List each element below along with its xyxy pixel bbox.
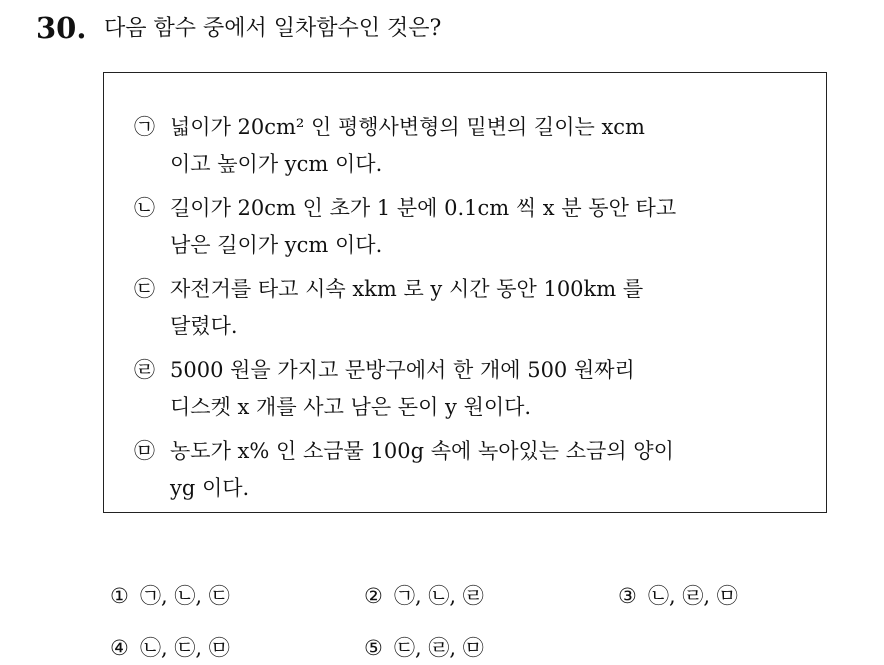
statement-line: 자전거를 타고 시속 xkm 로 y 시간 동안 100km 를 xyxy=(170,277,644,301)
choice-text: ㉠, ㉡, ㉣ xyxy=(394,584,484,608)
statement-item xyxy=(134,190,676,264)
statement-line: 넓이가 20cm² 인 평행사변형의 밑변의 길이는 xcm xyxy=(170,115,645,139)
statement-box xyxy=(103,72,827,513)
statement-line: 농도가 x% 인 소금물 100g 속에 녹아있는 소금의 양이 xyxy=(170,439,674,463)
answer-choice[interactable] xyxy=(364,580,484,612)
statement-line: 달렸다. xyxy=(170,314,238,338)
statement-line: 5000 원을 가지고 문방구에서 한 개에 500 원짜리 xyxy=(170,358,635,382)
statement-line: 남은 길이가 ycm 이다. xyxy=(170,233,383,257)
statement-item xyxy=(134,109,645,183)
statement-item xyxy=(134,433,674,507)
choice-number: ④ xyxy=(110,636,129,660)
answer-choice[interactable] xyxy=(618,580,738,612)
statement-line: yg 이다. xyxy=(170,476,250,500)
choice-text: ㉡, ㉢, ㉤ xyxy=(140,636,230,660)
statement-line: 이고 높이가 ycm 이다. xyxy=(170,152,383,176)
statement-marker: ㉤ xyxy=(134,439,155,463)
statement-marker: ㉡ xyxy=(134,196,155,220)
statement-line: 길이가 20cm 인 초가 1 분에 0.1cm 씩 x 분 동안 타고 xyxy=(170,196,677,220)
question-number: 30. xyxy=(36,11,87,45)
statement-item xyxy=(134,352,635,426)
choice-text: ㉠, ㉡, ㉢ xyxy=(140,584,230,608)
answer-choice[interactable] xyxy=(110,632,230,664)
statement-marker: ㉠ xyxy=(134,115,155,139)
answer-choice[interactable] xyxy=(110,580,230,612)
choice-number: ① xyxy=(110,584,129,608)
statement-item xyxy=(134,271,643,345)
choice-text: ㉡, ㉣, ㉤ xyxy=(648,584,738,608)
statement-marker: ㉣ xyxy=(134,358,155,382)
question-text: 다음 함수 중에서 일차함수인 것은? xyxy=(104,16,442,41)
statement-marker: ㉢ xyxy=(134,277,155,301)
choice-number: ② xyxy=(364,584,383,608)
statement-line: 디스켓 x 개를 사고 남은 돈이 y 원이다. xyxy=(170,395,532,419)
answer-choice[interactable] xyxy=(364,632,484,664)
choice-text: ㉢, ㉣, ㉤ xyxy=(394,636,484,660)
choice-number: ③ xyxy=(618,584,637,608)
choice-number: ⑤ xyxy=(364,636,383,660)
